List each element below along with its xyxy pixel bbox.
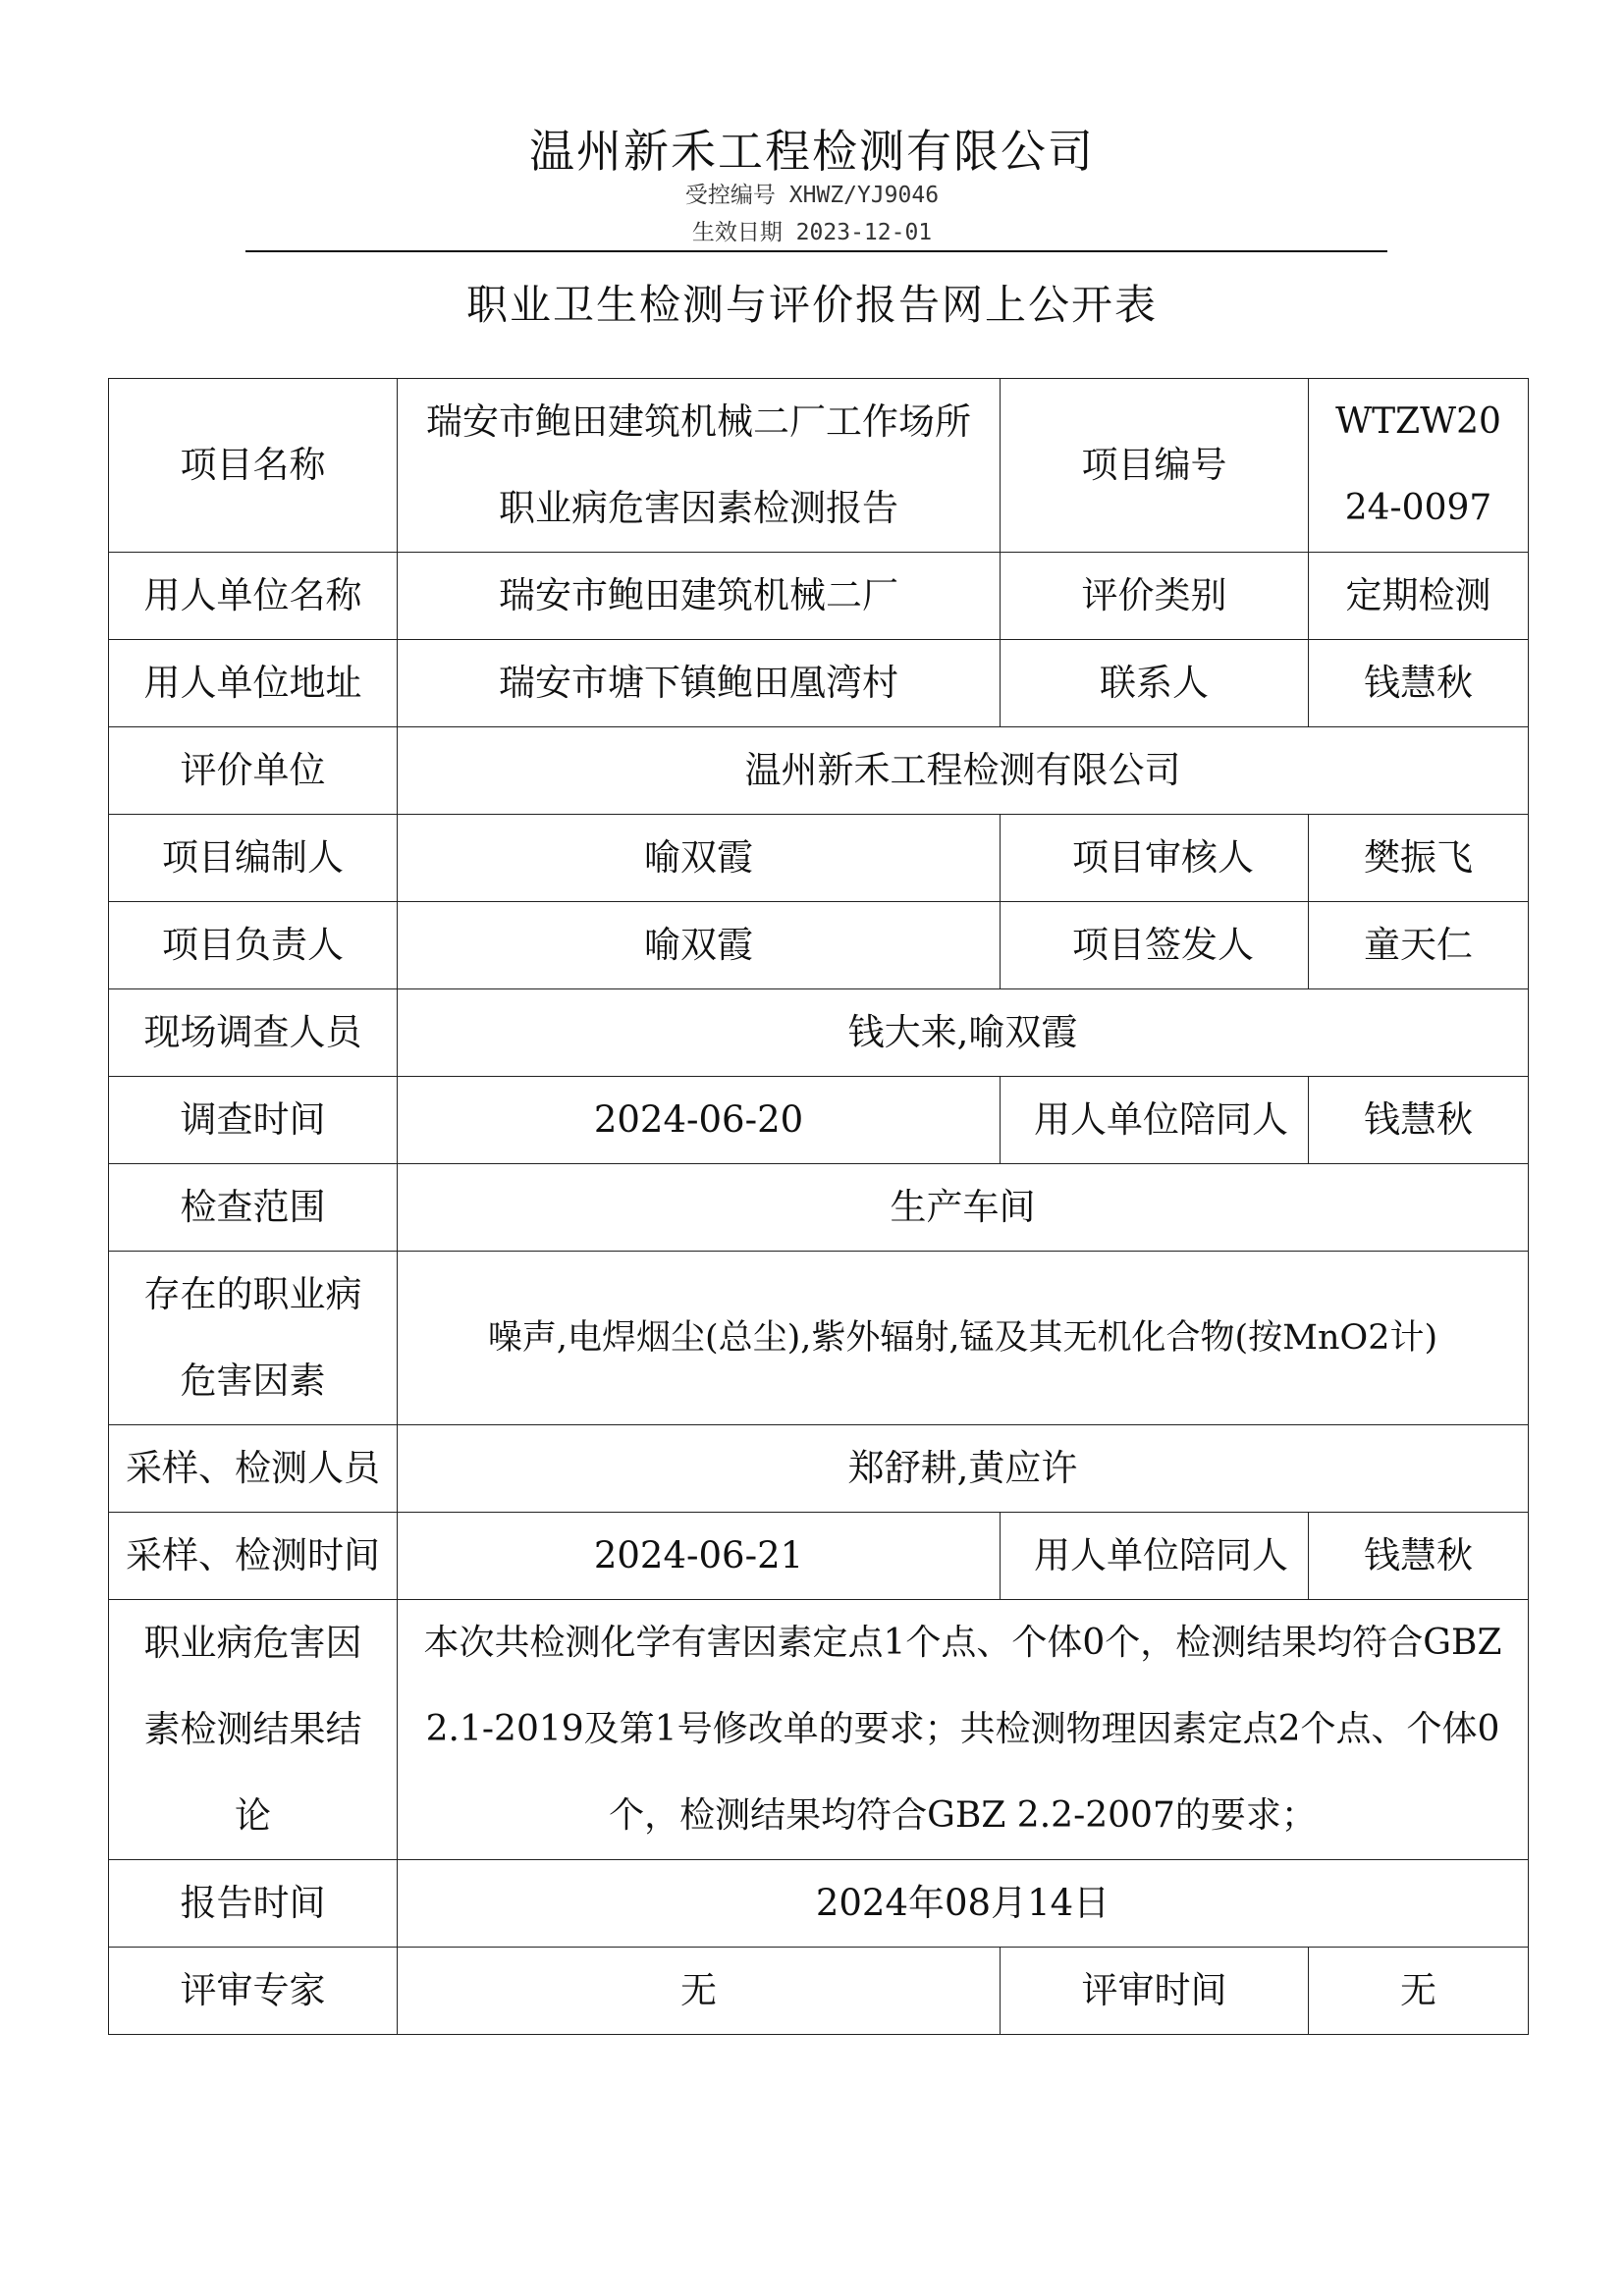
company-name: 温州新禾工程检测有限公司 xyxy=(529,125,1095,178)
contact-value: 钱慧秋 xyxy=(1309,640,1529,727)
eval-unit-value: 温州新禾工程检测有限公司 xyxy=(398,727,1529,815)
effective-date: 生效日期 2023-12-01 xyxy=(691,220,933,245)
table-row xyxy=(109,379,1529,553)
project-name-value: 瑞安市鲍田建筑机械二厂工作场所职业病危害因素检测报告 xyxy=(398,379,1001,553)
table-row xyxy=(109,727,1529,815)
survey-time-label: 调查时间 xyxy=(109,1077,398,1164)
employer-address-label: 用人单位地址 xyxy=(109,640,398,727)
employer-address-value: 瑞安市塘下镇鲍田凰湾村 xyxy=(398,640,1001,727)
leader-label: 项目负责人 xyxy=(109,902,398,989)
report-time-value: 2024年08月14日 xyxy=(398,1860,1529,1948)
table-row xyxy=(109,1600,1529,1860)
companion-value-2: 钱慧秋 xyxy=(1309,1513,1529,1600)
reviewer-value: 樊振飞 xyxy=(1309,815,1529,902)
issuer-label: 项目签发人 xyxy=(1001,902,1309,989)
contact-label: 联系人 xyxy=(1001,640,1309,727)
employer-name-label: 用人单位名称 xyxy=(109,553,398,640)
companion-value: 钱慧秋 xyxy=(1309,1077,1529,1164)
table-row xyxy=(109,1948,1529,2035)
review-time-value: 无 xyxy=(1309,1948,1529,2035)
hazards-value: 噪声,电焊烟尘(总尘),紫外辐射,锰及其无机化合物(按MnO2计) xyxy=(398,1252,1529,1425)
scope-value: 生产车间 xyxy=(398,1164,1529,1252)
table-row xyxy=(109,640,1529,727)
eval-type-value: 定期检测 xyxy=(1309,553,1529,640)
table-row xyxy=(109,989,1529,1077)
experts-value: 无 xyxy=(398,1948,1001,2035)
table-row xyxy=(109,553,1529,640)
conclusion-label: 职业病危害因素检测结果结论 xyxy=(109,1600,398,1860)
samplers-value: 郑舒耕,黄应许 xyxy=(398,1425,1529,1513)
control-number: 受控编号 XHWZ/YJ9046 xyxy=(684,183,940,208)
issuer-value: 童天仁 xyxy=(1309,902,1529,989)
table-row xyxy=(109,1425,1529,1513)
sample-time-label: 采样、检测时间 xyxy=(109,1513,398,1600)
project-no-label: 项目编号 xyxy=(1001,379,1309,553)
table-row xyxy=(109,1077,1529,1164)
table-row xyxy=(109,1164,1529,1252)
compiler-value: 喻双霞 xyxy=(398,815,1001,902)
eval-type-label: 评价类别 xyxy=(1001,553,1309,640)
leader-value: 喻双霞 xyxy=(398,902,1001,989)
surveyors-label: 现场调查人员 xyxy=(109,989,398,1077)
surveyors-value: 钱大来,喻双霞 xyxy=(398,989,1529,1077)
compiler-label: 项目编制人 xyxy=(109,815,398,902)
table-row xyxy=(109,1860,1529,1948)
header-divider xyxy=(245,250,1387,252)
document-title: 职业卫生检测与评价报告网上公开表 xyxy=(465,281,1158,329)
hazards-label: 存在的职业病危害因素 xyxy=(109,1252,398,1425)
sample-time-value: 2024-06-21 xyxy=(398,1513,1001,1600)
experts-label: 评审专家 xyxy=(109,1948,398,2035)
reviewer-label: 项目审核人 xyxy=(1001,815,1309,902)
table-row xyxy=(109,815,1529,902)
scope-label: 检查范围 xyxy=(109,1164,398,1252)
table-row xyxy=(109,1252,1529,1425)
eval-unit-label: 评价单位 xyxy=(109,727,398,815)
table-row xyxy=(109,902,1529,989)
samplers-label: 采样、检测人员 xyxy=(109,1425,398,1513)
review-time-label: 评审时间 xyxy=(1001,1948,1309,2035)
report-time-label: 报告时间 xyxy=(109,1860,398,1948)
conclusion-value: 本次共检测化学有害因素定点1个点、个体0个，检测结果均符合GBZ 2.1-2019及第1号修改单的要求；共检测物理因素定点2个点、个体0个，检测结果均符合GBZ 2.2-2007的要求； xyxy=(398,1600,1529,1860)
report-table xyxy=(108,378,1529,2035)
project-no-value: WTZW2024-0097 xyxy=(1309,379,1529,553)
companion-label: 用人单位陪同人 xyxy=(1001,1077,1309,1164)
project-name-label: 项目名称 xyxy=(109,379,398,553)
companion-label-2: 用人单位陪同人 xyxy=(1001,1513,1309,1600)
employer-name-value: 瑞安市鲍田建筑机械二厂 xyxy=(398,553,1001,640)
table-row xyxy=(109,1513,1529,1600)
survey-time-value: 2024-06-20 xyxy=(398,1077,1001,1164)
